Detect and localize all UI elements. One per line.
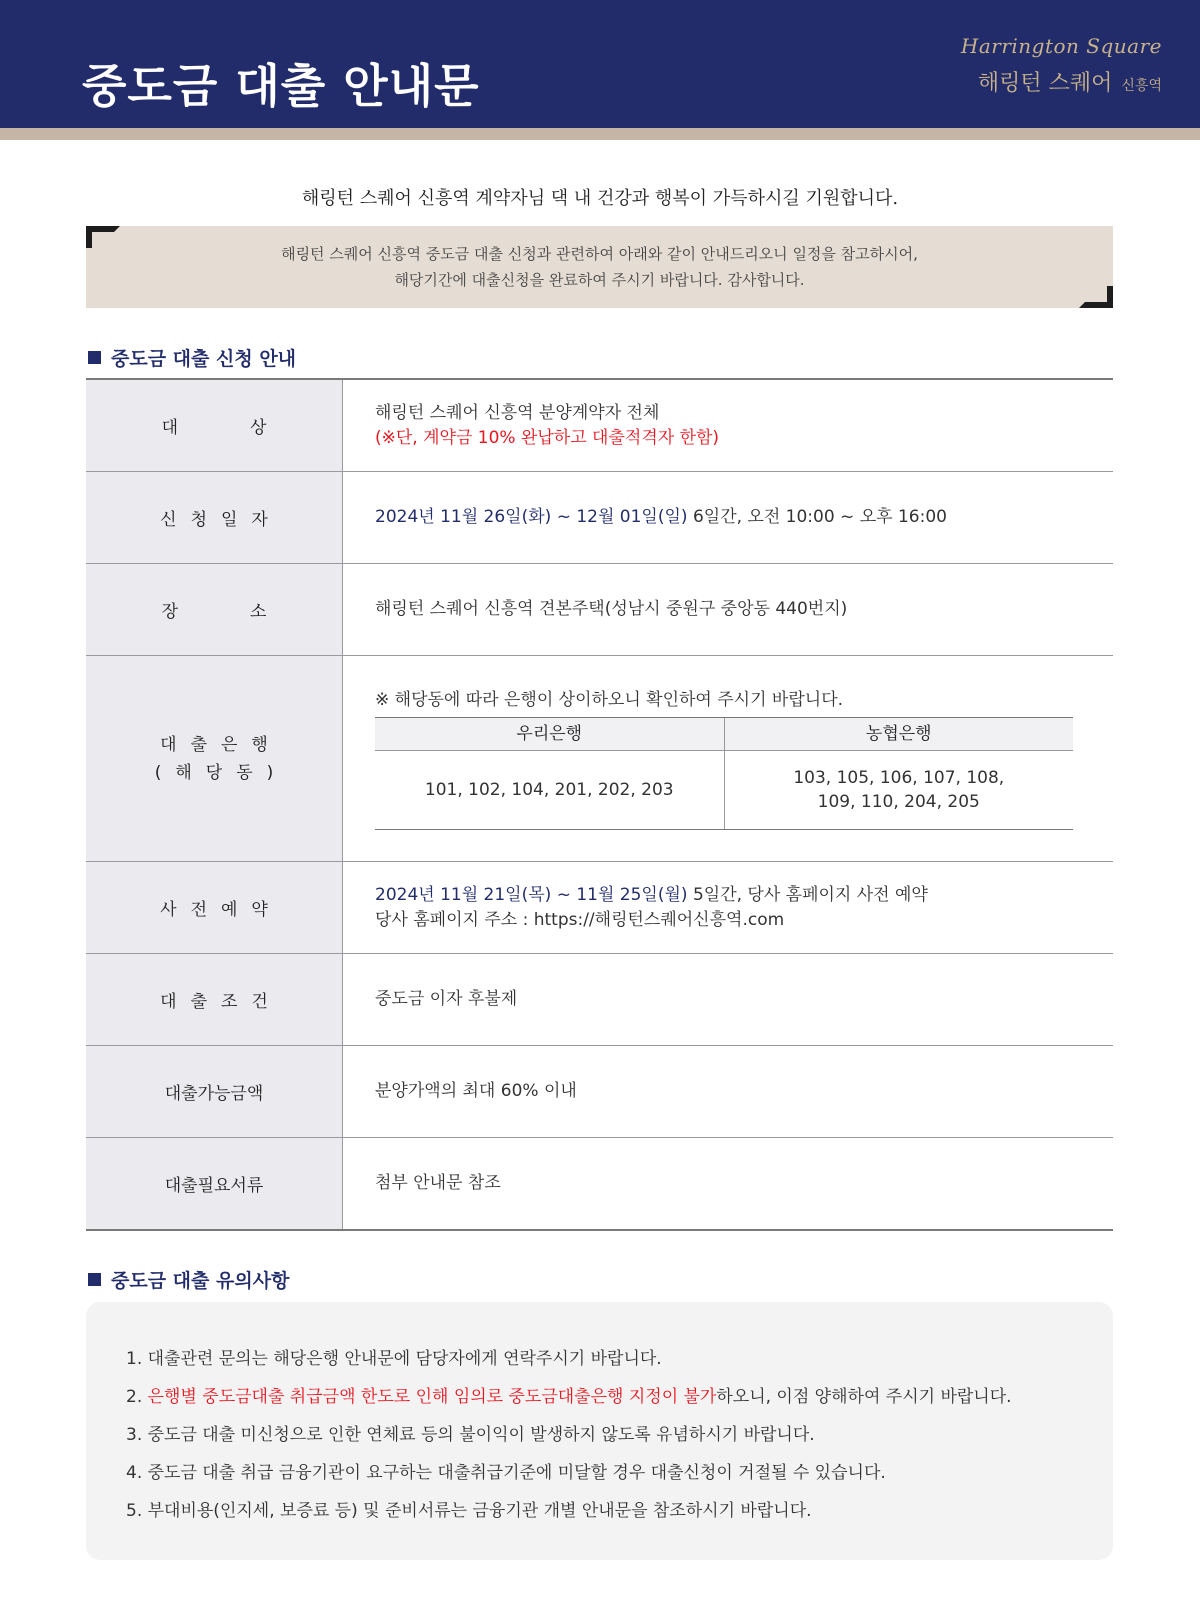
row-value	[343, 564, 1113, 655]
row-value	[343, 1046, 1113, 1137]
brand-script: Harrington Square	[960, 34, 1162, 58]
page-title: 중도금 대출 안내문	[82, 59, 480, 113]
amount-value: 분양가액의 최대 60% 이내	[375, 1081, 577, 1101]
bank-note: ※ 해당동에 따라 은행이 상이하오니 확인하여 주시기 바랍니다.	[375, 689, 844, 710]
place-value: 해링턴 스퀘어 신흥역 견본주택(성남시 중원구 중앙동 440번지)	[375, 599, 848, 619]
row-label: 대출조건	[86, 954, 343, 1045]
table-row	[86, 1046, 1113, 1138]
documents-value: 첨부 안내문 참조	[375, 1173, 501, 1193]
bank-table-header	[375, 718, 1073, 751]
list-item: 3. 중도금 대출 미신청으로 인한 연체료 등의 불이익이 발생하지 않도록 유념하시기 바랍니다.	[126, 1425, 815, 1445]
row-label: 장소	[86, 564, 343, 655]
corner-ornament-icon	[86, 226, 120, 248]
table-row	[86, 1138, 1113, 1229]
reservation-rest: 5일간, 당사 홈페이지 사전 예약	[687, 884, 928, 905]
date-highlight: 2024년 11월 26일(화) ~ 12월 01일(일)	[375, 507, 688, 527]
row-value	[343, 472, 1113, 563]
list-item: 2. 은행별 중도금대출 취급금액 한도로 인해 임의로 중도금대출은행 지정이 불가하오니, 이점 양해하여 주시기 바랍니다.	[126, 1387, 1012, 1407]
row-value	[343, 862, 1113, 953]
row-label: 신청일자	[86, 472, 343, 563]
homepage-url: 당사 홈페이지 주소 : https://해링턴스퀘어신흥역.com	[375, 909, 785, 930]
row-label: 대출가능금액	[86, 1046, 343, 1137]
table-row	[86, 564, 1113, 656]
list-item: 4. 중도금 대출 취급 금융기관이 요구하는 대출취급기준에 미달할 경우 대출신청이 거절될 수 있습니다.	[126, 1463, 886, 1483]
table-row	[86, 380, 1113, 472]
notice-line-1: 해링턴 스퀘어 신흥역 중도금 대출 신청과 관련하여 아래와 같이 안내드리오니 일정을 참고하시어,	[281, 245, 918, 263]
target-value: 해링턴 스퀘어 신흥역 분양계약자 전체	[375, 402, 660, 423]
notice-box	[86, 226, 1113, 308]
woori-buildings: 101, 102, 104, 201, 202, 203	[375, 751, 725, 829]
square-bullet-icon	[88, 1273, 101, 1286]
corner-ornament-icon	[1079, 286, 1113, 308]
target-note: (※단, 계약금 10% 완납하고 대출적격자 한함)	[375, 427, 720, 448]
bank-header-nh: 농협은행	[865, 723, 932, 744]
square-bullet-icon	[88, 351, 101, 364]
row-value	[343, 656, 1113, 861]
list-item: 1. 대출관련 문의는 해당은행 안내문에 담당자에게 연락주시기 바랍니다.	[126, 1349, 662, 1369]
brand-logo	[961, 34, 1162, 97]
row-value	[343, 954, 1113, 1045]
section-heading-cautions	[88, 1266, 289, 1293]
bank-table	[375, 717, 1073, 830]
row-value	[343, 380, 1113, 471]
date-rest: 6일간, 오전 10:00 ~ 오후 16:00	[687, 507, 947, 527]
row-value	[343, 1138, 1113, 1229]
table-row	[86, 656, 1113, 862]
list-item: 5. 부대비용(인지세, 보증료 등) 및 준비서류는 금융기관 개별 안내문을 참조하시기 바랍니다.	[126, 1501, 812, 1521]
bank-header-woori: 우리은행	[375, 718, 725, 750]
row-label: 대상	[86, 380, 343, 471]
application-info-table	[86, 378, 1113, 1231]
reservation-highlight: 2024년 11월 21일(목) ~ 11월 25일(월)	[375, 884, 688, 905]
condition-value: 중도금 이자 후불제	[375, 989, 518, 1009]
caution-box	[86, 1302, 1113, 1560]
brand-sub: 신흥역	[1121, 78, 1162, 94]
table-row	[86, 862, 1113, 954]
brand-name: 해링턴 스퀘어	[977, 71, 1113, 96]
row-label: 대출필요서류	[86, 1138, 343, 1229]
section-heading-application	[88, 344, 296, 371]
bank-table-row	[375, 751, 1073, 829]
table-row	[86, 472, 1113, 564]
row-label: 대출은행 (해당동)	[86, 656, 343, 861]
section-title: 중도금 대출 신청 안내	[111, 348, 297, 370]
greeting-text: 해링턴 스퀘어 신흥역 계약자님 댁 내 건강과 행복이 가득하시길 기원합니다.	[301, 188, 899, 209]
nh-buildings: 103, 105, 106, 107, 108, 109, 110, 204, 205	[793, 767, 1005, 812]
header-stripe	[0, 128, 1200, 140]
notice-line-2: 해당기간에 대출신청을 완료하여 주시기 바랍니다. 감사합니다.	[394, 271, 805, 289]
table-row	[86, 954, 1113, 1046]
section-title: 중도금 대출 유의사항	[111, 1270, 290, 1292]
row-label: 사전예약	[86, 862, 343, 953]
header-banner	[0, 0, 1200, 128]
caution-list	[86, 1302, 1113, 1530]
